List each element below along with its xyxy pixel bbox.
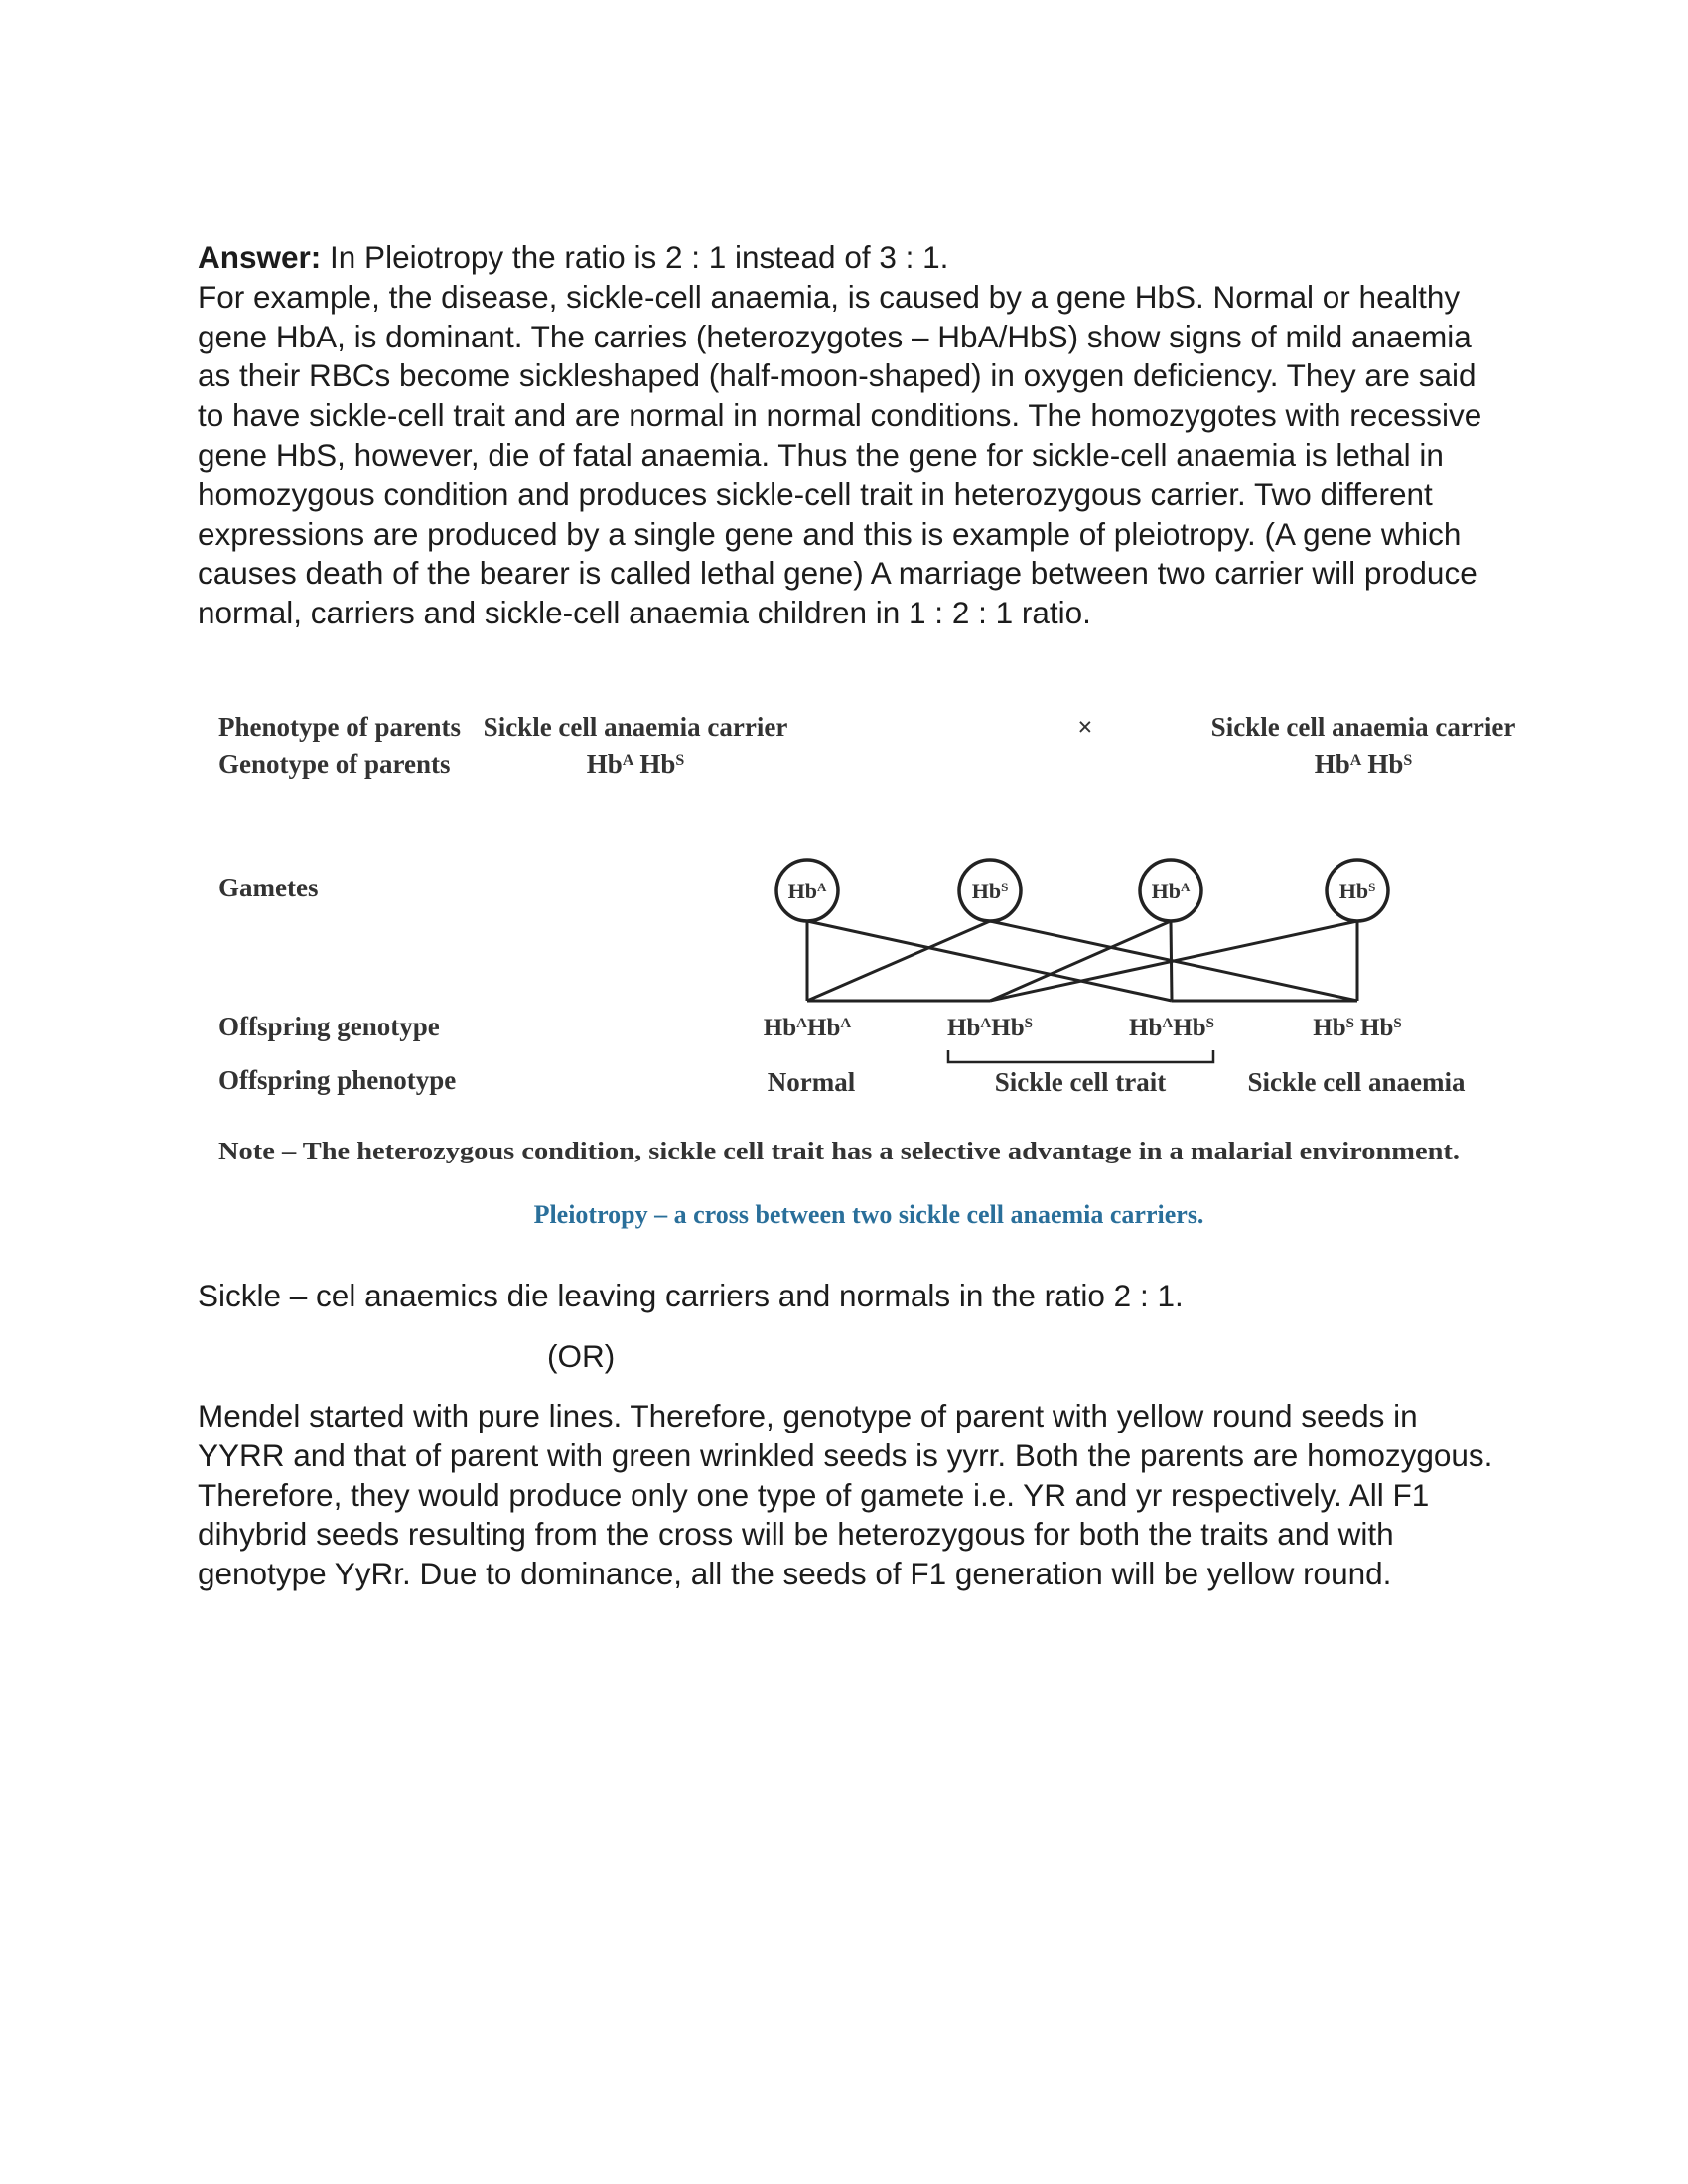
mendel-paragraph: Mendel started with pure lines. Therefore, genotype of parent with yellow round seeds in YYRR and that of parent with green wrinkled seeds is yyrr. Both the parents are homozygous. Therefore, they would produce only one type of gamete i.e. YR and yr respectively. All F1 dihybrid seeds resulting from the cross will be heterozygous for both the traits and with genotype YyRr. Due to dominance, all the seeds of F1 generation will be yellow round. [198,1398,1493,1592]
label-phenotype-parents: Phenotype of parents [218,712,462,742]
offspring-phenotype-normal: Normal [767,1067,856,1097]
or-separator: (OR) [547,1338,616,1374]
ratio-text: Sickle – cel anaemics die leaving carriers and normals in the ratio 2 : 1. [198,1278,1184,1313]
cross-diagram [199,700,1529,1256]
offspring-genotype-2: $Hb^AHb^S$ [947,1015,1033,1041]
parent-1-genotype: $Hb^A$ $Hb^S$ [586,750,685,779]
pleiotropy-cross-figure [199,700,1529,1256]
gamete-4 [1327,860,1388,921]
label-gametes: Gametes [218,873,319,902]
offspring-genotype-1: $Hb^AHb^A$ [763,1015,852,1041]
parent-1-phenotype: Sickle cell anaemia carrier [483,712,788,742]
label-offspring-genotype: Offspring genotype [218,1012,440,1041]
ratio-sentence [198,1277,1508,1316]
label-offspring-phenotype: Offspring phenotype [218,1065,457,1095]
answer-line [198,238,1508,278]
gamete-4-label: $Hb^S$ [1338,879,1376,903]
gamete-3 [1140,860,1201,921]
cross-lines [807,921,1357,1001]
gamete-1-label: $Hb^A$ [787,879,827,903]
gamete-1 [776,860,838,921]
cross-line [807,921,990,1001]
answer-block [198,238,1508,633]
cross-line [807,921,1172,1001]
answer-text: In Pleiotropy the ratio is 2 : 1 instead of 3 : 1. [321,239,949,275]
figure-note: Note – The heterozygous condition, sickle cell trait has a selective advantage in a malarial environment. [218,1139,1460,1164]
answer-label: Answer: [198,239,322,275]
offspring-phenotype-trait: Sickle cell trait [994,1067,1167,1097]
mendel-block [198,1397,1508,1594]
cross-symbol: × [1077,712,1093,742]
figure-caption: Pleiotropy – a cross between two sickle cell anaemia carriers. [533,1200,1204,1229]
carrier-bracket [948,1050,1213,1062]
gamete-3-label: $Hb^A$ [1151,879,1191,903]
offspring-phenotype-anaemia: Sickle cell anaemia [1247,1067,1466,1097]
gamete-2-label: $Hb^S$ [971,879,1009,903]
cross-line [990,921,1171,1001]
offspring-genotype-4: $Hb^S$ $Hb^S$ [1313,1015,1402,1041]
label-genotype-parents: Genotype of parents [218,750,451,779]
parent-2-genotype: $Hb^A$ $Hb^S$ [1314,750,1413,779]
answer-paragraph: For example, the disease, sickle-cell anaemia, is caused by a gene HbS. Normal or healthy gene HbA, is dominant. The carries (heterozygotes – HbA/HbS) show signs of mild anaemia as their RBCs become sickleshaped (half-moon-shaped) in oxygen deficiency. They are said to have sickle-cell trait and are normal in normal conditions. The homozygotes with recessive gene HbS, however, die of fatal anaemia. Thus the gene for sickle-cell anaemia is lethal in homozygous condition and produces sickle-cell trait in heterozygous carrier. Two different expressions are produced by a single gene and this is example of pleiotropy. (A gene which causes death of the bearer is called lethal gene) A marriage between two carrier will produce normal, carriers and sickle-cell anaemia children in 1 : 2 : 1 ratio. [198,278,1482,631]
parent-2-phenotype: Sickle cell anaemia carrier [1210,712,1516,742]
offspring-genotype-3: $Hb^AHb^S$ [1129,1015,1214,1041]
gamete-2 [959,860,1021,921]
